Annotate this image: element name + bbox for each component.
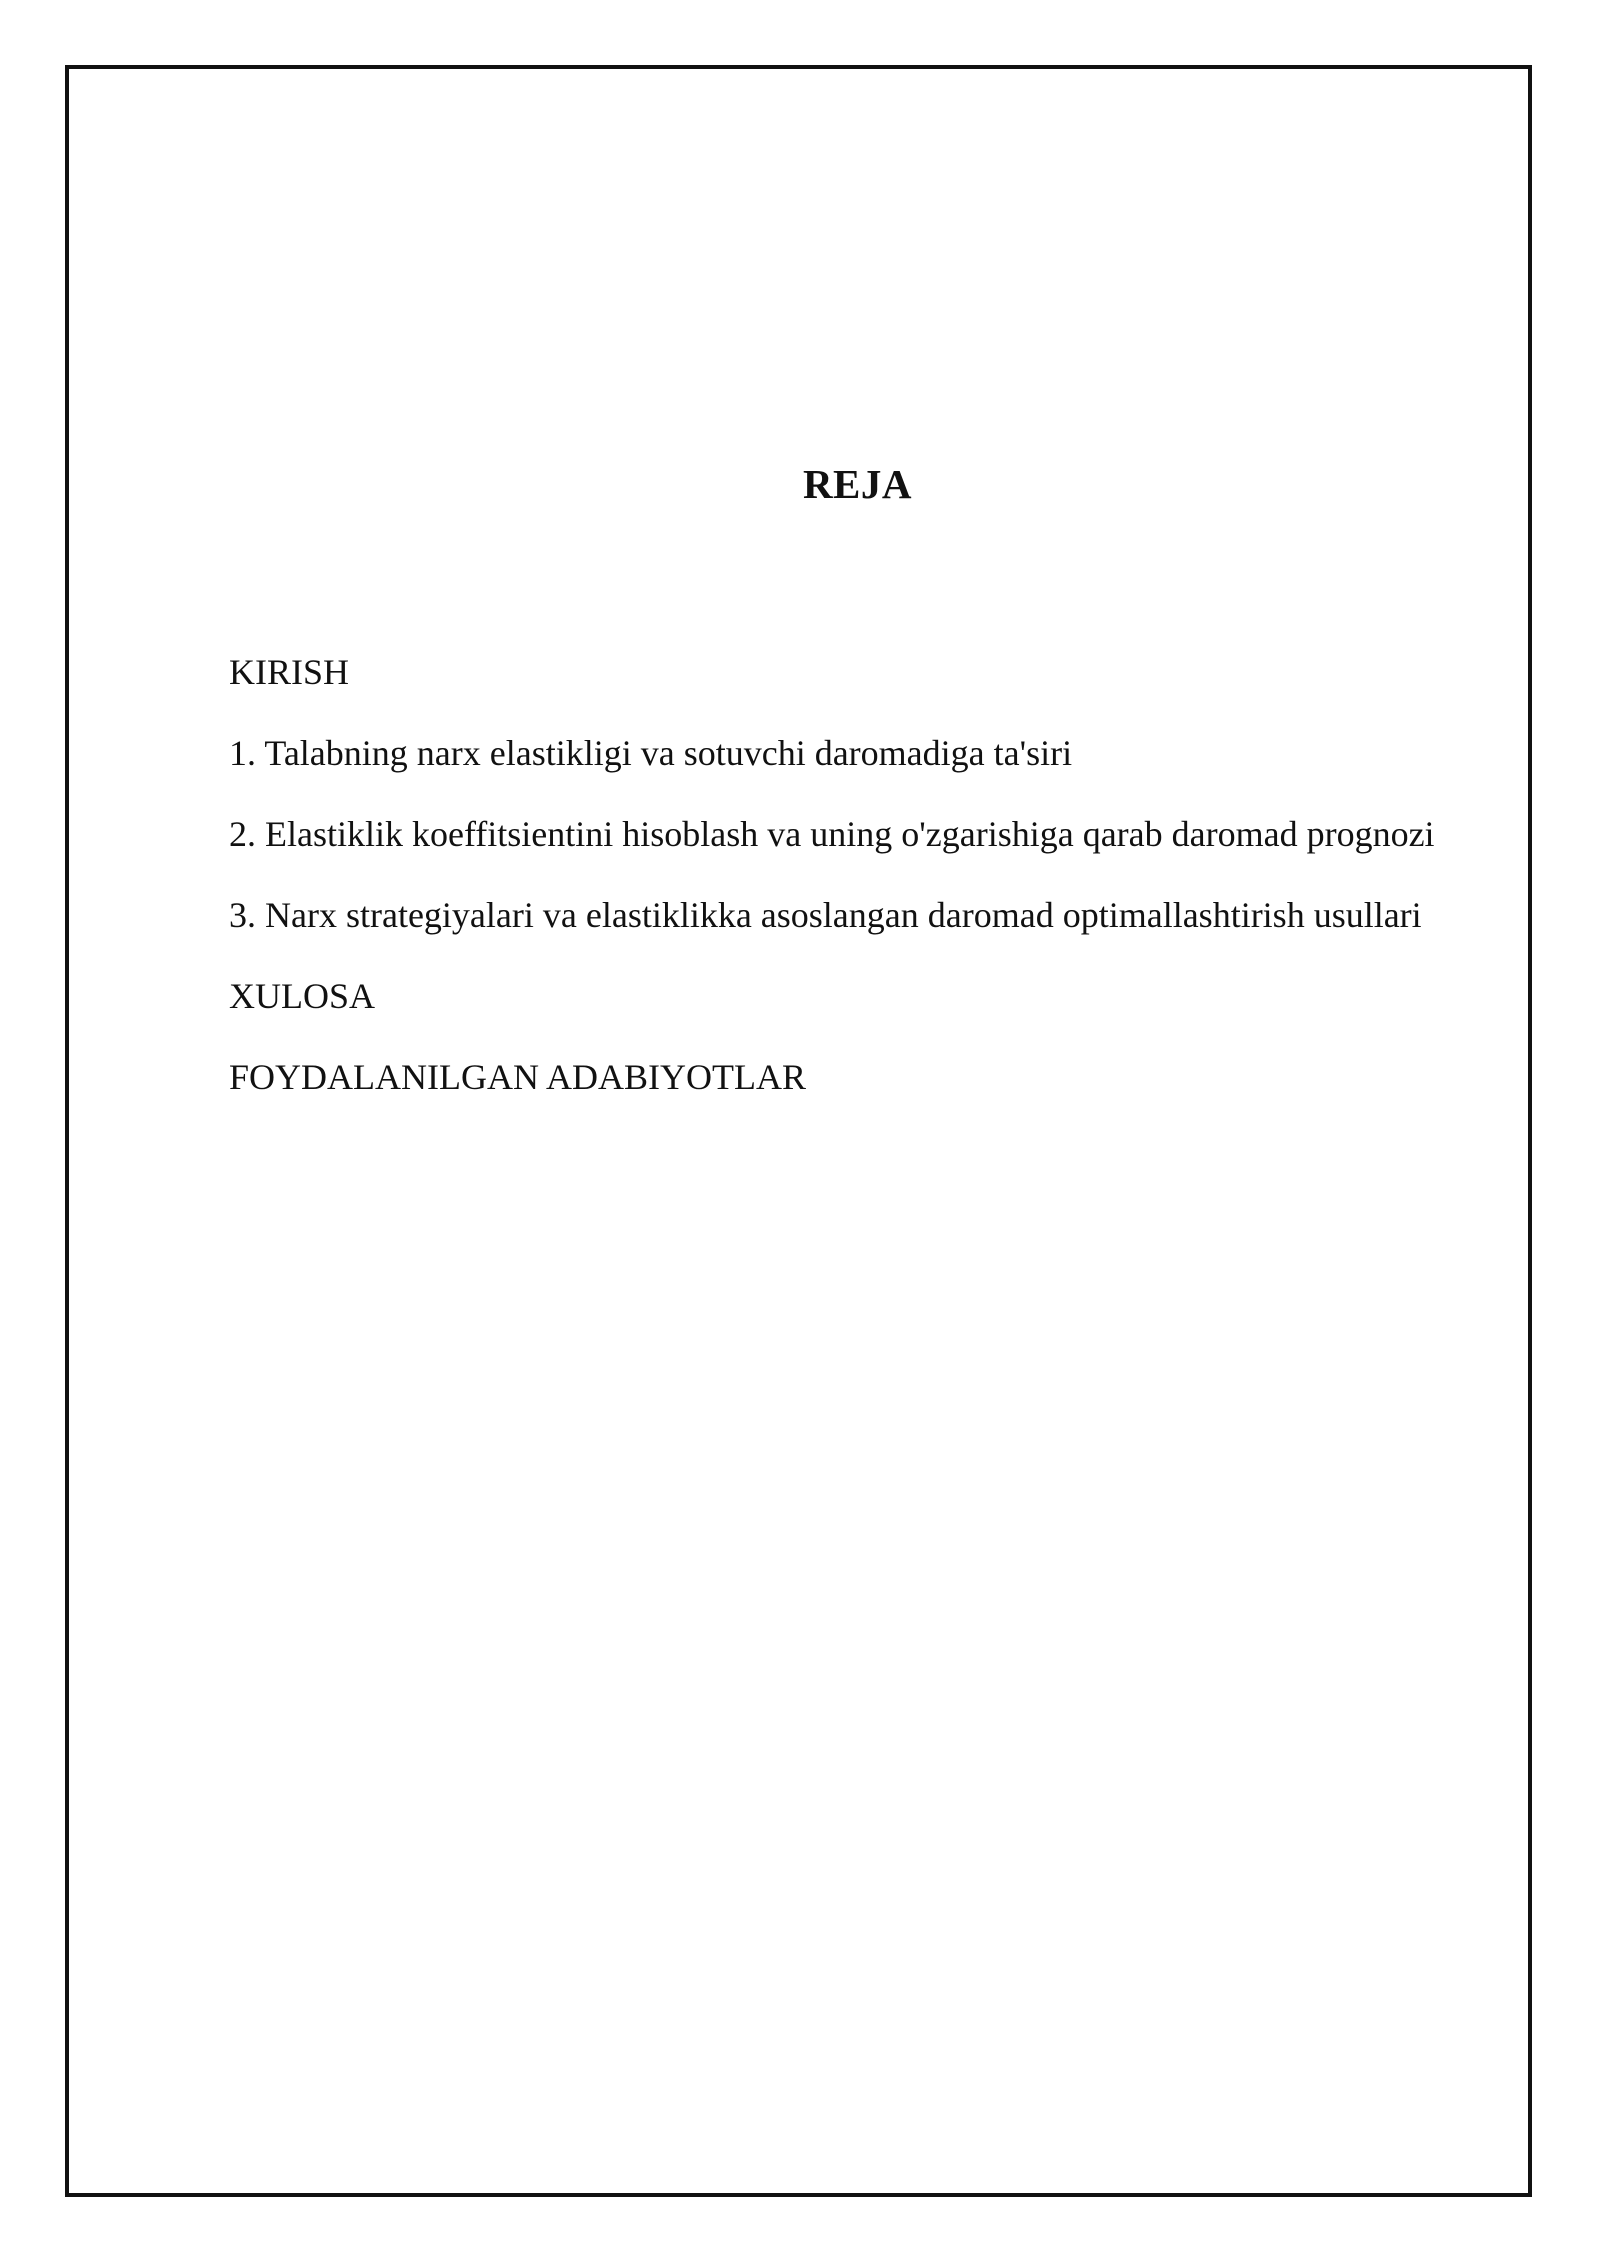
toc-item-section-3: 3. Narx strategiyalari va elastiklikka asoslangan daromad optimallashtirish usullari [229,895,1422,935]
toc-item-introduction: KIRISH [229,652,350,692]
page-border [65,65,1532,2197]
table-of-contents [229,640,1529,1126]
page-title: REJA [802,461,913,507]
toc-item-conclusion: XULOSA [229,976,376,1016]
toc-item-section-1: 1. Talabning narx elastikligi va sotuvchi daromadiga ta'siri [229,733,1073,773]
toc-item-references: FOYDALANILGAN ADABIYOTLAR [229,1057,806,1097]
toc-item-section-2: 2. Elastiklik koeffitsientini hisoblash va uning o'zgarishiga qarab daromad prognozi [229,814,1435,854]
